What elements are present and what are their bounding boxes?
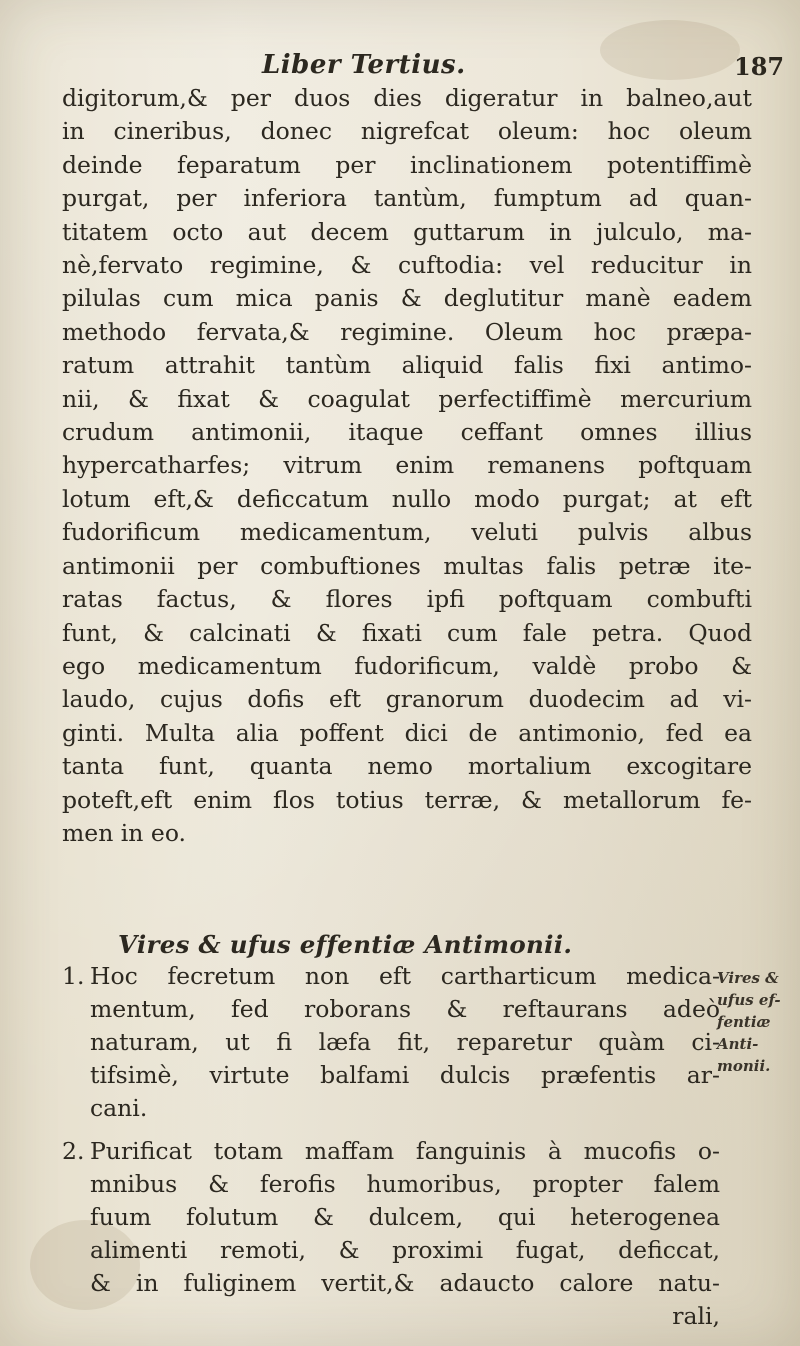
- text-line: ratas factus, & flores ipfi poftquam combufti: [62, 585, 752, 614]
- numbered-paragraph: [62, 1135, 720, 1330]
- text-line: antimonii per combuftiones multas falis petræ ite-: [62, 551, 752, 580]
- text-line: naturam, ut fi læfa fit, reparetur quàm ci-: [90, 1028, 720, 1056]
- text-line: fudorificum medicamentum, veluti pulvis albus: [62, 518, 752, 547]
- paragraph-body: [90, 960, 720, 1125]
- marginal-note: [717, 967, 795, 1077]
- numbered-paragraph: [62, 960, 720, 1135]
- text-line: alimenti remoti, & proximi fugat, deficcat,: [90, 1236, 720, 1264]
- text-line: tifsimè, virtute balfami dulcis præfentis ar-: [90, 1061, 720, 1089]
- text-line: nii, & fixat & coagulat perfectiffimè mercurium: [62, 384, 752, 413]
- marginal-note-line: ufus ef-: [717, 991, 781, 1009]
- text-line: ginti. Multa alia poffent dici de antimonio, fed ea: [62, 718, 752, 747]
- marginal-note-line: monii.: [717, 1057, 771, 1075]
- text-line: ratum attrahit tantùm aliquid falis fixi antimo-: [62, 351, 752, 380]
- text-line: cani.: [90, 1094, 148, 1122]
- text-line: titatem octo aut decem guttarum in julculo, ma-: [62, 217, 752, 246]
- main-paragraph: [62, 82, 752, 850]
- text-line: crudum antimonii, itaque ceffant omnes illius: [62, 418, 752, 447]
- marginal-note-line: Vires &: [717, 969, 779, 987]
- page-header: [0, 42, 800, 82]
- text-line: hypercatharfes; vitrum enim remanens poftquam: [62, 451, 752, 480]
- text-line: pilulas cum mica panis & deglutitur manè eadem: [62, 284, 752, 313]
- running-title: Liber Tertius.: [262, 50, 466, 80]
- text-line: mnibus & ferofis humoribus, propter falem: [90, 1170, 720, 1198]
- text-line: deinde feparatum per inclinationem potentiffimè: [62, 150, 752, 179]
- paragraph-number: 2.: [62, 1137, 85, 1165]
- text-line: mentum, fed roborans & reftaurans adeò: [90, 995, 720, 1023]
- text-line: Purificat totam maffam fanguinis à mucofis o-: [90, 1137, 720, 1165]
- text-line: methodo fervata,& regimine. Oleum hoc præpa-: [62, 317, 752, 346]
- text-line: lotum eft,& deficcatum nullo modo purgat; at eft: [62, 484, 752, 513]
- text-line: poteft,eft enim flos totius terræ, & metallorum fe-: [62, 785, 752, 814]
- text-line: tanta funt, quanta nemo mortalium excogitare: [62, 752, 752, 781]
- text-line: ego medicamentum fudorificum, valdè probo &: [62, 651, 752, 680]
- text-line: & in fuliginem vertit,& adaucto calore natu-: [90, 1269, 720, 1297]
- text-line: in cineribus, donec nigrefcat oleum: hoc oleum: [62, 117, 752, 146]
- marginal-note-line: fentiæ: [717, 1013, 771, 1031]
- marginal-note-line: Anti-: [717, 1035, 759, 1053]
- text-line: rali,: [672, 1302, 720, 1330]
- paragraph-number: 1.: [62, 962, 85, 990]
- paragraph-body: [90, 1135, 720, 1333]
- section-heading: Vires & ufus effentiæ Antimonii.: [118, 930, 573, 959]
- text-line: fuum folutum & dulcem, qui heterogenea: [90, 1203, 720, 1231]
- text-line: nè,fervato regimine, & cuftodia: vel reducitur in: [62, 251, 752, 280]
- text-line: digitorum,& per duos dies digeratur in balneo,aut: [62, 84, 752, 112]
- page-number: 187: [734, 52, 785, 81]
- text-line: laudo, cujus dofis eft granorum duodecim ad vi-: [62, 685, 752, 714]
- text-line: Hoc fecretum non eft cartharticum medica-: [90, 962, 720, 990]
- text-line: men in eo.: [62, 818, 187, 847]
- text-line: purgat, per inferiora tantùm, fumptum ad quan-: [62, 184, 752, 213]
- text-line: funt, & calcinati & fixati cum fale petra. Quod: [62, 618, 752, 647]
